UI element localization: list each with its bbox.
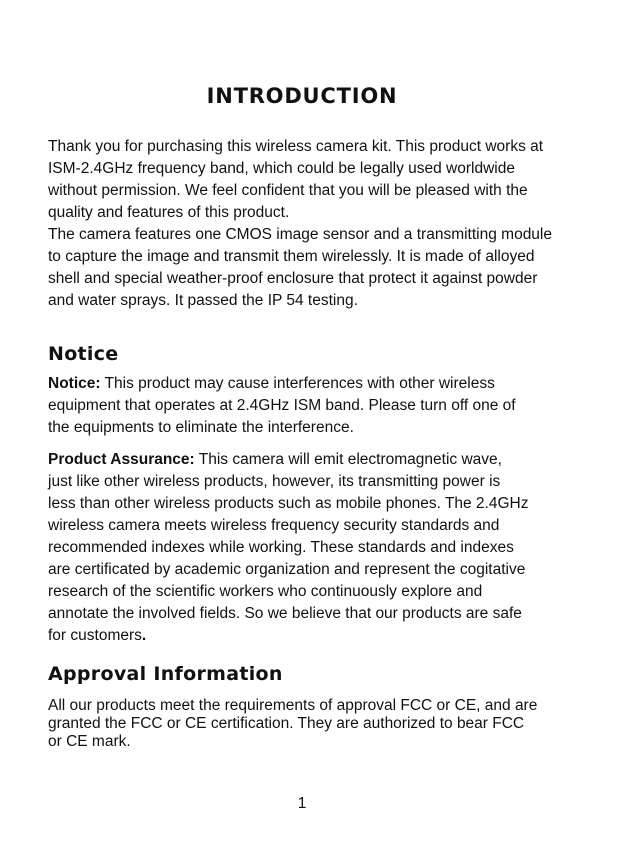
intro-line: without permission. We feel confident that you will be pleased with the	[48, 182, 528, 199]
page-number: 1	[297, 795, 307, 812]
assurance-last-punct: .	[141, 627, 147, 644]
assurance-line	[48, 449, 588, 471]
intro-paragraph	[48, 136, 588, 312]
assurance-first-line-text: This camera will emit electromagnetic wave,	[194, 451, 502, 468]
approval-line: All our products meet the requirements of approval FCC or CE, and are	[48, 697, 538, 714]
notice-first-line-text: This product may cause interferences with other wireless	[100, 375, 495, 392]
intro-line: quality and features of this product.	[48, 204, 290, 221]
intro-line: shell and special weather-proof enclosure that protect it against powder	[48, 270, 538, 287]
intro-line: The camera features one CMOS image sensor and a transmitting module	[48, 226, 552, 243]
intro-line: ISM-2.4GHz frequency band, which could be legally used worldwide	[48, 160, 515, 177]
intro-line: and water sprays. It passed the IP 54 testing.	[48, 292, 358, 309]
approval-heading: Approval Information	[48, 663, 283, 685]
assurance-last-line-text: for customers	[48, 627, 142, 644]
intro-line: to capture the image and transmit them wirelessly. It is made of alloyed	[48, 248, 535, 265]
notice-line	[48, 373, 588, 395]
assurance-label: Product Assurance:	[48, 451, 195, 468]
assurance-line	[48, 625, 588, 647]
notice-heading: Notice	[48, 343, 119, 365]
notice-line: the equipments to eliminate the interference.	[48, 419, 354, 436]
assurance-line: research of the scientific workers who continuously explore and	[48, 583, 483, 600]
assurance-line: are certificated by academic organization and represent the cogitative	[48, 561, 526, 578]
assurance-paragraph	[48, 449, 588, 647]
assurance-line: annotate the involved fields. So we believe that our products are safe	[48, 605, 522, 622]
approval-line: granted the FCC or CE certification. They are authorized to bear FCC	[48, 715, 525, 732]
page-title: INTRODUCTION	[206, 84, 398, 108]
notice-label: Notice:	[48, 375, 101, 392]
approval-paragraph	[48, 697, 588, 751]
assurance-line: just like other wireless products, however, its transmitting power is	[48, 473, 501, 490]
notice-line: equipment that operates at 2.4GHz ISM band. Please turn off one of	[48, 397, 516, 414]
intro-line: Thank you for purchasing this wireless camera kit. This product works at	[48, 138, 544, 155]
assurance-line: recommended indexes while working. These standards and indexes	[48, 539, 514, 556]
notice-paragraph	[48, 373, 588, 439]
assurance-line: wireless camera meets wireless frequency security standards and	[48, 517, 500, 534]
assurance-line: less than other wireless products such as mobile phones. The 2.4GHz	[48, 495, 529, 512]
approval-line: or CE mark.	[48, 733, 131, 750]
